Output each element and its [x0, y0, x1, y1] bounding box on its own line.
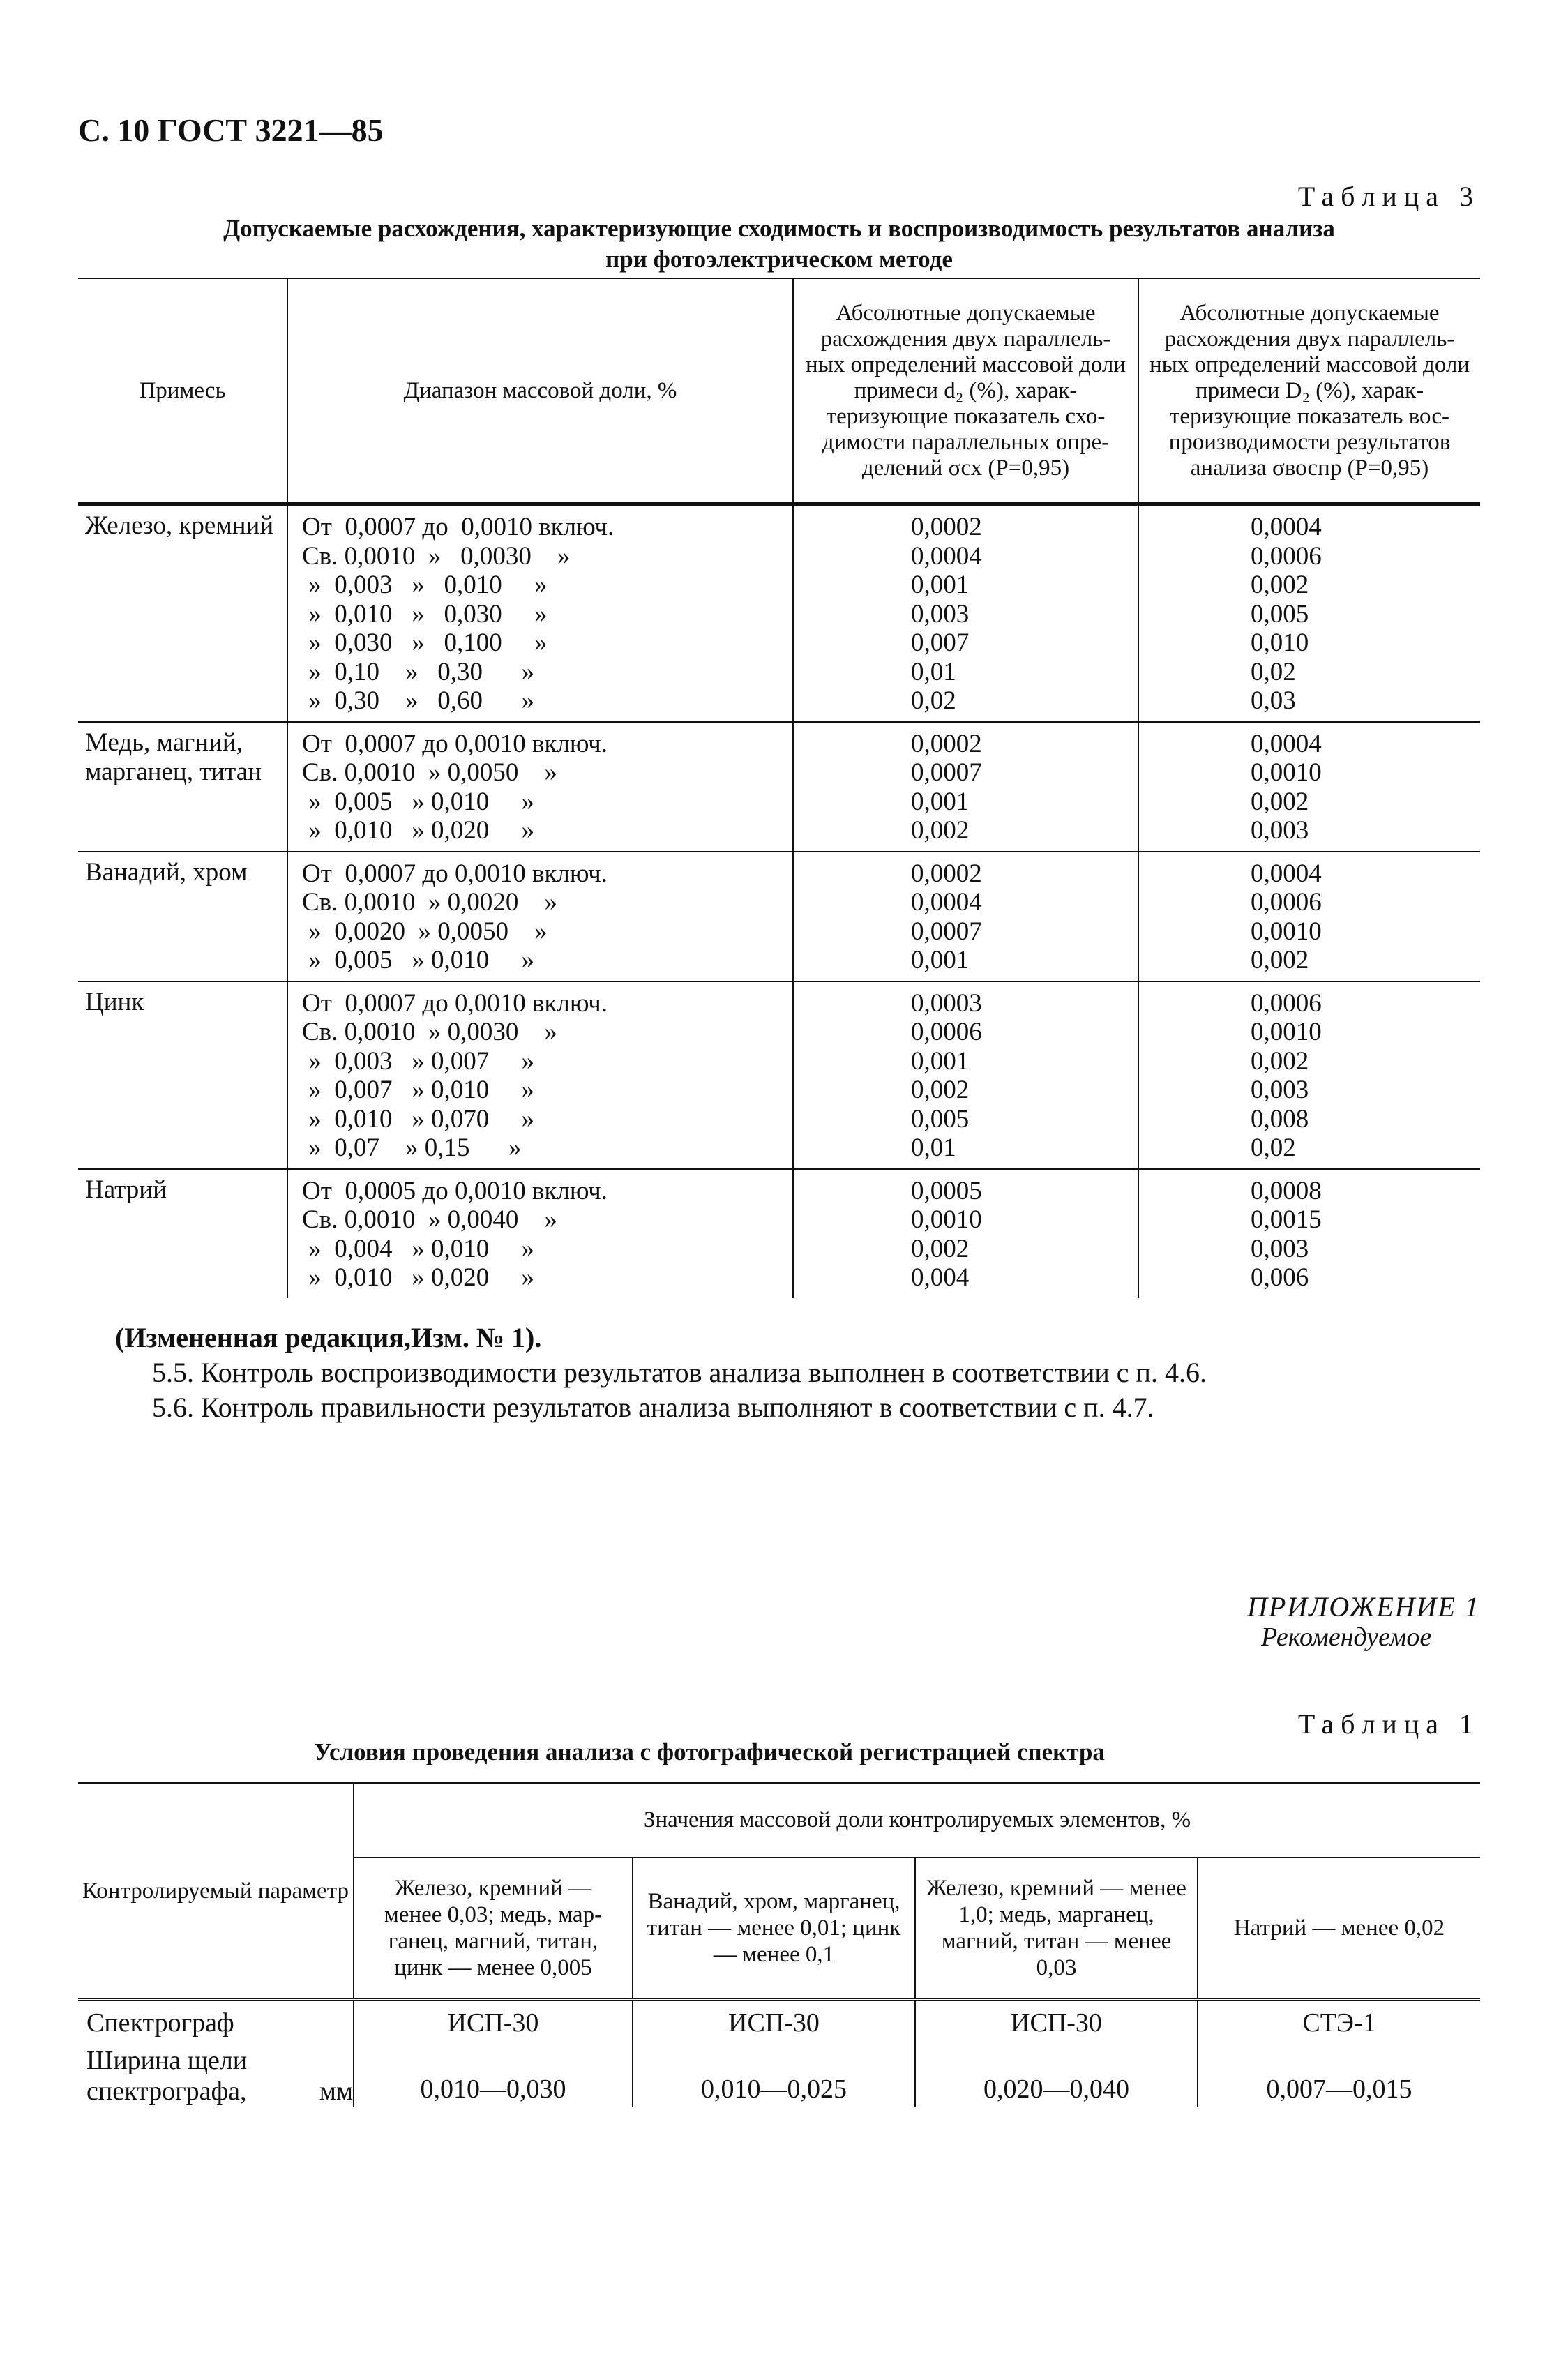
table1-label: Таблица 1	[1297, 1708, 1480, 1740]
range-line: » 0,10 » 0,30 »	[302, 657, 534, 686]
table3-body	[78, 504, 1480, 1298]
appendix-title: ПРИЛОЖЕНИЕ 1	[1247, 1591, 1480, 1622]
cell: 0,020—0,040	[915, 2045, 1198, 2107]
d2-value: 0,005	[911, 1104, 970, 1134]
d2-value: 0,007	[911, 628, 970, 657]
d2-value: 0,002	[911, 1076, 970, 1104]
d2-value: 0,01	[911, 1134, 956, 1162]
d2-value: 0,0010	[911, 1205, 982, 1234]
d2-value: 0,0003	[911, 988, 982, 1018]
D2-value: 0,003	[1251, 1234, 1309, 1263]
header-col-4: Натрий — менее 0,02	[1198, 1858, 1480, 2000]
table3	[78, 278, 1480, 1298]
table3-row	[78, 504, 1480, 722]
D2-value: 0,02	[1251, 657, 1296, 686]
row-param: Ширина щели спектрографа, мм	[86, 2046, 353, 2106]
header-param: Контролируемый параметр	[78, 1783, 354, 2000]
range-line: От 0,0007 до 0,0010 включ.	[302, 729, 608, 758]
table3-caption-line1: Допускаемые расхождения, характеризующие сходимость и воспроизводимость результатов анализа	[223, 215, 1335, 242]
d2-value: 0,0006	[911, 1018, 982, 1046]
table3-row	[78, 981, 1480, 1169]
range-line: От 0,0007 до 0,0010 включ.	[302, 859, 608, 888]
cell: ИСП-30	[633, 2000, 915, 2045]
d2-value: 0,001	[911, 787, 970, 816]
D2-value: 0,006	[1251, 1263, 1309, 1292]
range-line: Св. 0,0010 » 0,0020 »	[302, 888, 557, 917]
range-line: » 0,07 » 0,15 »	[302, 1134, 522, 1162]
paragraph-5-5: 5.5. Контроль воспроизводимости результатов анализа выполнен в соответствии с п. 4.6.	[152, 1357, 1207, 1388]
D2-value: 0,0004	[1251, 859, 1322, 888]
d2-value-cell	[793, 852, 1138, 981]
range-line: » 0,003 » 0,010 »	[302, 571, 548, 599]
range-line: От 0,0005 до 0,0010 включ.	[302, 1176, 608, 1205]
header-col-2: Ванадий, хром, марганец, титан — менее 0,01; цинк — менее 0,1	[633, 1858, 915, 2000]
D2-value: 0,0010	[1251, 758, 1322, 787]
range-line: Св. 0,0010 » 0,0050 »	[302, 758, 557, 787]
header-col-3: Железо, кремний — менее 1,0; медь, марганец, магний, титан — менее 0,03	[915, 1858, 1198, 2000]
D2-value: 0,02	[1251, 1134, 1296, 1162]
range-line: » 0,010 » 0,020 »	[302, 816, 534, 845]
cell: 0,010—0,025	[633, 2045, 915, 2107]
d2-value: 0,01	[911, 657, 956, 686]
D2-value-cell	[1138, 981, 1480, 1169]
D2-value: 0,002	[1251, 787, 1309, 816]
table1-header-row-1	[78, 1783, 1480, 1858]
table3-label: Таблица 3	[1297, 181, 1480, 212]
impurity-name: Медь, магний, марганец, титан	[78, 722, 287, 852]
header-col-1: Железо, кремний — менее 0,03; медь, мар-ганец, магний, титан, цинк — менее 0,005	[354, 1858, 633, 2000]
impurity-name: Цинк	[78, 981, 287, 1169]
D2-value: 0,002	[1251, 1046, 1309, 1076]
range-line: » 0,005 » 0,010 »	[302, 946, 534, 974]
edit-note: (Измененная редакция,Изм. № 1).	[115, 1322, 542, 1353]
range-line: » 0,30 » 0,60 »	[302, 686, 534, 715]
range-line: Св. 0,0010 » 0,0030 »	[302, 1018, 557, 1046]
impurity-name: Ванадий, хром	[78, 852, 287, 981]
d2-value: 0,0005	[911, 1176, 982, 1205]
impurity-name: Железо, кремний	[78, 504, 287, 722]
D2-value: 0,010	[1251, 628, 1309, 657]
cell: ИСП-30	[354, 2000, 633, 2045]
D2-value: 0,0015	[1251, 1205, 1322, 1234]
table3-row	[78, 722, 1480, 852]
header-values: Значения массовой доли контролируемых элементов, %	[354, 1783, 1480, 1858]
range-line: » 0,010 » 0,070 »	[302, 1104, 534, 1134]
appendix-subtitle: Рекомендуемое	[1261, 1622, 1432, 1652]
d2-value: 0,0002	[911, 859, 982, 888]
D2-value-cell	[1138, 504, 1480, 722]
d2-value: 0,002	[911, 816, 970, 845]
table3-header-row	[78, 278, 1480, 504]
header-d2: Абсолютные допускаемые расхождения двух параллель-ных определений массовой доли примеси d₂ (%), харак-теризующие показатель схо-димости параллельных опре-делений σсх (P=0,95)	[793, 278, 1138, 504]
range-line-cell	[287, 722, 793, 852]
D2-value: 0,002	[1251, 946, 1309, 974]
range-line: Св. 0,0010 » 0,0040 »	[302, 1205, 557, 1234]
D2-value: 0,005	[1251, 599, 1309, 628]
d2-value: 0,0004	[911, 541, 982, 571]
D2-value: 0,0008	[1251, 1176, 1322, 1205]
range-line-cell	[287, 852, 793, 981]
D2-value: 0,0006	[1251, 888, 1322, 917]
table3-row	[78, 852, 1480, 981]
range-line: » 0,003 » 0,007 »	[302, 1046, 534, 1076]
D2-value-cell	[1138, 852, 1480, 981]
D2-value: 0,0006	[1251, 988, 1322, 1018]
table1	[78, 1782, 1480, 2107]
d2-value: 0,001	[911, 946, 970, 974]
d2-value: 0,02	[911, 686, 956, 715]
D2-value: 0,008	[1251, 1104, 1309, 1134]
D2-value: 0,0010	[1251, 1018, 1322, 1046]
d2-value: 0,002	[911, 1234, 970, 1263]
range-line: » 0,0020 » 0,0050 »	[302, 917, 548, 946]
cell: 0,007—0,015	[1198, 2045, 1480, 2107]
page-header: С. 10 ГОСТ 3221—85	[78, 112, 384, 148]
range-line-cell	[287, 981, 793, 1169]
d2-value: 0,0002	[911, 513, 982, 541]
range-line: » 0,010 » 0,030 »	[302, 599, 548, 628]
D2-value: 0,002	[1251, 571, 1309, 599]
D2-value: 0,003	[1251, 1076, 1309, 1104]
header-impurity: Примесь	[78, 278, 287, 504]
D2-value: 0,0004	[1251, 729, 1322, 758]
D2-value: 0,0004	[1251, 513, 1322, 541]
table1-row	[78, 2045, 1480, 2107]
header-range: Диапазон массовой доли, %	[287, 278, 793, 504]
range-line: » 0,010 » 0,020 »	[302, 1263, 534, 1292]
paragraph-5-6: 5.6. Контроль правильности результатов анализа выполняют в соответствии с п. 4.7.	[152, 1392, 1154, 1423]
cell: 0,010—0,030	[354, 2045, 633, 2107]
d2-value-cell	[793, 981, 1138, 1169]
d2-value: 0,004	[911, 1263, 970, 1292]
range-line-cell	[287, 504, 793, 722]
table1-row	[78, 2000, 1480, 2045]
range-line-cell	[287, 1169, 793, 1298]
table3-caption	[78, 213, 1480, 275]
d2-value: 0,0007	[911, 917, 982, 946]
header-D2: Абсолютные допускаемые расхождения двух параллель-ных определений массовой доли примеси D₂ (%), харак-теризующие показатель вос-производимости результатов анализа σвоспр (P=0,95)	[1138, 278, 1480, 504]
range-line: » 0,004 » 0,010 »	[302, 1234, 534, 1263]
d2-value: 0,0002	[911, 729, 982, 758]
D2-value: 0,003	[1251, 816, 1309, 845]
range-line: » 0,007 » 0,010 »	[302, 1076, 534, 1104]
table3-row	[78, 1169, 1480, 1298]
d2-value: 0,003	[911, 599, 970, 628]
range-line: Св. 0,0010 » 0,0030 »	[302, 541, 571, 571]
range-line: » 0,030 » 0,100 »	[302, 628, 548, 657]
table3-caption-line2: при фотоэлектрическом методе	[605, 246, 953, 273]
D2-value: 0,0010	[1251, 917, 1322, 946]
cell: ИСП-30	[915, 2000, 1198, 2045]
d2-value: 0,001	[911, 571, 970, 599]
cell: СТЭ-1	[1198, 2000, 1480, 2045]
impurity-name: Натрий	[78, 1169, 287, 1298]
D2-value: 0,03	[1251, 686, 1296, 715]
d2-value-cell	[793, 504, 1138, 722]
d2-value: 0,001	[911, 1046, 970, 1076]
range-line: От 0,0007 до 0,0010 включ.	[302, 513, 615, 541]
table1-caption: Условия проведения анализа с фотографической регистрацией спектра	[314, 1738, 1105, 1765]
range-line: От 0,0007 до 0,0010 включ.	[302, 988, 608, 1018]
d2-value: 0,0007	[911, 758, 982, 787]
D2-value-cell	[1138, 1169, 1480, 1298]
d2-value-cell	[793, 1169, 1138, 1298]
D2-value: 0,0006	[1251, 541, 1322, 571]
d2-value: 0,0004	[911, 888, 982, 917]
D2-value-cell	[1138, 722, 1480, 852]
row-param: Спектрограф	[86, 2008, 234, 2038]
range-line: » 0,005 » 0,010 »	[302, 787, 534, 816]
d2-value-cell	[793, 722, 1138, 852]
